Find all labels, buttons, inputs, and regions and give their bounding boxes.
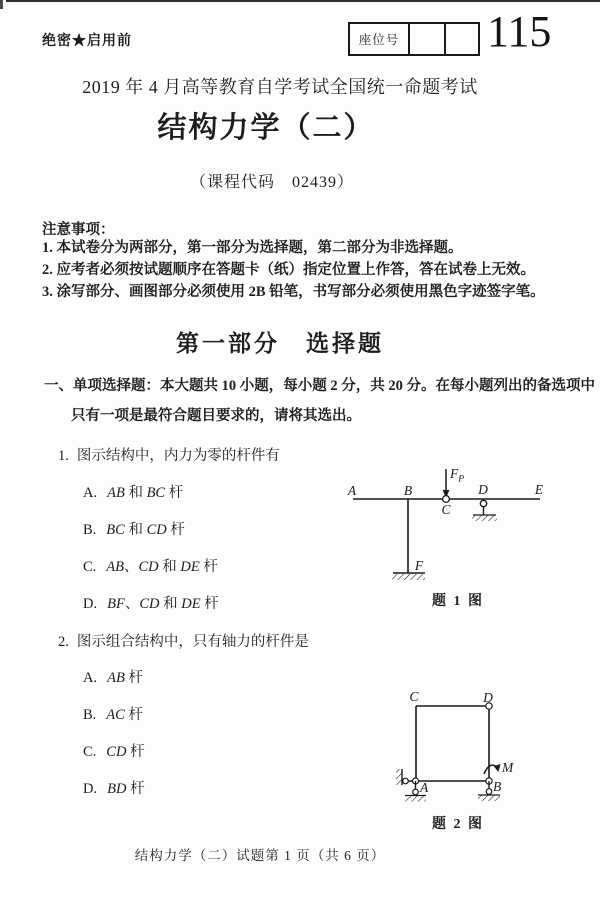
label-load-sub-p: P <box>458 474 465 485</box>
question-2-option-a <box>83 670 143 687</box>
member-name: BF <box>107 596 125 612</box>
question-2-number: 2. <box>58 634 69 650</box>
member-name: BC <box>146 485 166 501</box>
question-1-option-d <box>83 596 219 613</box>
scan-edge-line <box>6 0 600 2</box>
option-suffix: 杆 <box>124 670 143 686</box>
exam-session-title: 2019 年 4 月高等教育自学考试全国统一命题考试 <box>82 77 478 97</box>
figure-1 <box>330 450 570 588</box>
member-name: DE <box>180 559 200 575</box>
label-f: F <box>414 558 424 573</box>
link-hinge-b-icon <box>486 789 492 795</box>
scan-corner-mark <box>0 0 3 9</box>
seat-number-box <box>348 22 480 56</box>
joiner: 和 <box>124 522 147 538</box>
link-hinge-wall-icon <box>403 778 409 784</box>
notes-heading: 注意事项： <box>42 222 115 238</box>
option-letter: A. <box>83 485 98 501</box>
question-1-option-b <box>83 522 185 539</box>
question-2-text: 图示组合结构中，只有轴力的杆件是 <box>76 634 309 650</box>
label-load-f: F <box>450 466 459 481</box>
member-name: AB <box>107 670 125 686</box>
joiner: 和 <box>124 485 147 501</box>
section-intro-line-1: 一、单项选择题：本大题共 10 小题，每小题 2 分，共 20 分。在每小题列出的备选项中 <box>44 378 595 394</box>
question-2-option-d <box>83 781 145 798</box>
member-name: CD <box>106 744 127 760</box>
link-hinge-a-icon <box>413 789 419 795</box>
course-code: （课程代码 02439） <box>189 174 354 191</box>
label-b: B <box>403 483 413 498</box>
label-b: B <box>493 779 502 794</box>
joiner: 、 <box>124 596 140 612</box>
member-name: DE <box>181 596 201 612</box>
link-hinge-d-icon <box>480 500 486 506</box>
option-letter: D. <box>83 781 98 797</box>
seat-number-label: 座位号 <box>350 24 410 54</box>
page-title: 结构力学（二） <box>157 112 375 144</box>
member-name: CD <box>146 522 167 538</box>
option-suffix: 杆 <box>200 596 219 612</box>
support-hatch-f <box>392 574 425 580</box>
exam-code-stamp: 115 <box>487 7 552 56</box>
support-hatch-a <box>405 796 426 802</box>
page-footer: 结构力学（二）试题第 1 页（共 6 页） <box>134 848 386 863</box>
option-letter: B. <box>83 707 97 723</box>
label-m: M <box>502 760 514 775</box>
support-hatch-b <box>478 796 500 802</box>
figure-1-caption: 题 1 图 <box>432 594 484 609</box>
figure-2 <box>380 680 530 806</box>
member-name: AB <box>107 485 125 501</box>
option-letter: C. <box>83 744 97 760</box>
option-letter: A. <box>83 670 98 686</box>
label-a: A <box>347 483 357 498</box>
note-item-2: 2. 应考者必须按试题顺序在答题卡（纸）指定位置上作答，答在试卷上无效。 <box>42 262 535 278</box>
option-letter: D. <box>83 596 98 612</box>
part-one-heading: 第一部分 选择题 <box>176 331 384 356</box>
option-suffix: 杆 <box>165 485 184 501</box>
label-d: D <box>483 690 493 705</box>
support-hatch-d <box>472 516 497 522</box>
member-name: AB <box>106 559 125 575</box>
option-suffix: 杆 <box>199 559 218 575</box>
joiner: 、 <box>124 559 139 575</box>
option-letter: C. <box>83 559 97 575</box>
question-1-option-c <box>83 559 218 576</box>
question-1-option-a <box>83 485 183 502</box>
label-d: D <box>478 482 488 497</box>
figure-2-caption: 题 2 图 <box>432 817 484 832</box>
member-name: BC <box>106 522 125 538</box>
seat-number-cell-1 <box>410 24 446 54</box>
option-letter: B. <box>83 522 97 538</box>
option-suffix: 杆 <box>126 781 145 797</box>
question-1-text: 图示结构中，内力为零的杆件有 <box>76 448 280 464</box>
question-2-option-c <box>83 744 145 761</box>
label-c: C <box>409 689 419 704</box>
label-e: E <box>534 482 544 497</box>
label-a: A <box>420 780 429 795</box>
label-c: C <box>441 502 451 517</box>
member-name: CD <box>139 596 160 612</box>
question-2-option-b <box>83 707 143 724</box>
option-suffix: 杆 <box>124 707 143 723</box>
question-1-number: 1. <box>58 448 69 464</box>
joiner: 和 <box>158 559 181 575</box>
option-suffix: 杆 <box>126 744 145 760</box>
joiner: 和 <box>159 596 182 612</box>
member-name: CD <box>138 559 159 575</box>
member-name: AC <box>106 707 125 723</box>
question-2-stem <box>58 634 309 651</box>
section-intro-line-2: 只有一项是最符合题目要求的，请将其选出。 <box>71 408 361 424</box>
note-item-3: 3. 涂写部分、画图部分必须使用 2B 铅笔，书写部分必须使用黑色字迹签字笔。 <box>42 284 545 300</box>
note-item-1: 1. 本试卷分为两部分，第一部分为选择题，第二部分为非选择题。 <box>42 240 463 256</box>
classification-label: 绝密★启用前 <box>42 34 132 49</box>
label-load-fp <box>449 466 464 485</box>
member-name: BD <box>107 781 127 797</box>
seat-number-cell-2 <box>446 24 478 54</box>
wall-hatch-a <box>396 769 402 785</box>
question-1-stem <box>58 448 280 465</box>
option-suffix: 杆 <box>166 522 185 538</box>
